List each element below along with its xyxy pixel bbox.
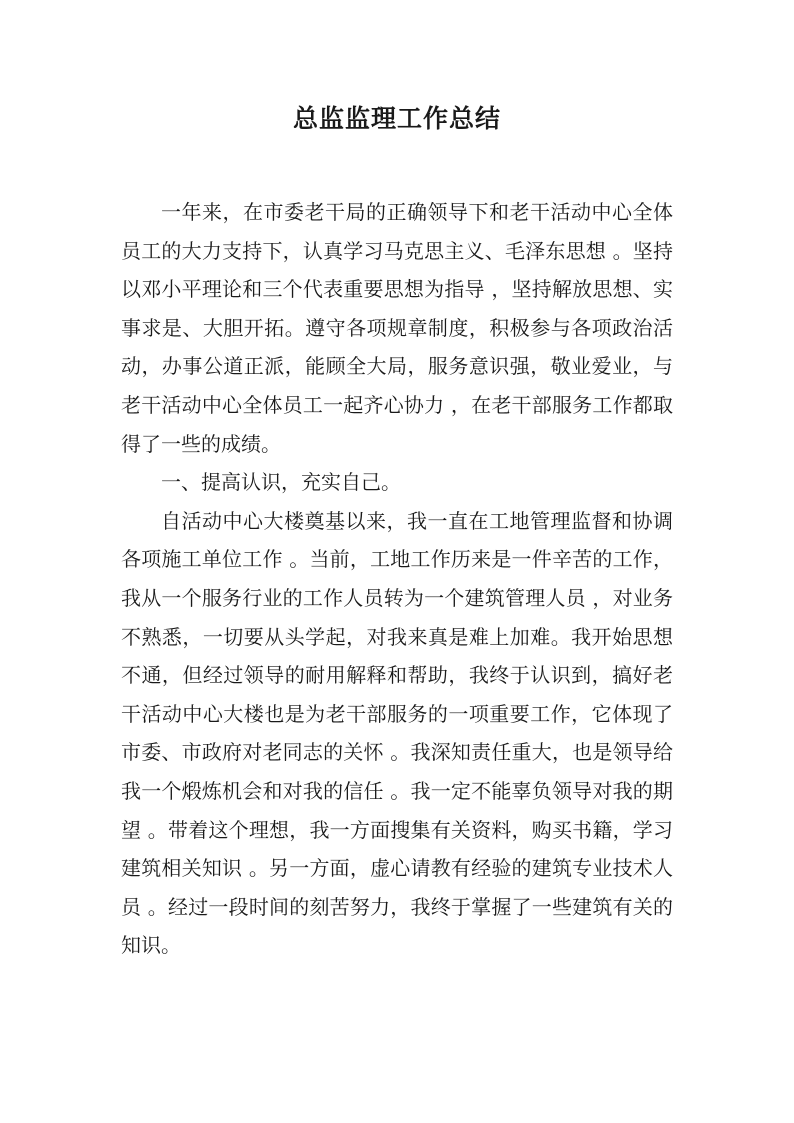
- paragraph-section-1: 自活动中心大楼奠基以来，我一直在工地管理监督和协调各项施工单位工作 。当前，工地工作历来是一件辛苦的工作，我从一个服务行业的工作人员转为一个建筑管理人员 ，对业务不熟悉，一切要从头学起，对我来真是难上加难。我开始思想不通，但经过领导的耐用解释和帮助，我终于认识到，搞好老干活动中心大楼也是为老干部服务的一项重要工作，它体现了市委、市政府对老同志的关怀 。我深知责任重大，也是领导给我一个煅炼机会和对我的信任 。我一定不能辜负领导对我的期望 。带着这个理想，我一方面搜集有关资料，购买书籍，学习建筑相关知识 。另一方面，虚心请教有经验的建筑专业技术人员 。经过一段时间的刻苦努力，我终于掌握了一些建筑有关的知识。: [121, 508, 673, 958]
- paragraph-intro: 一年来，在市委老干局的正确领导下和老干活动中心全体员工的大力支持下，认真学习马克思主义、毛泽东思想 。坚持以邓小平理论和三个代表重要思想为指导 ，坚持解放思想、实事求是、大胆开拓。遵守各项规章制度，积极参与各项政治活动，办事公道正派，能顾全大局，服务意识强，敬业爱业，与老干活动中心全体员工一起齐心协力 ，在老干部服务工作都取得了一些的成绩。: [121, 200, 673, 456]
- section-heading: 一、提高认识，充实自己。: [161, 470, 401, 495]
- document-body: [121, 193, 673, 965]
- document-title: 总监监理工作总结: [292, 104, 501, 133]
